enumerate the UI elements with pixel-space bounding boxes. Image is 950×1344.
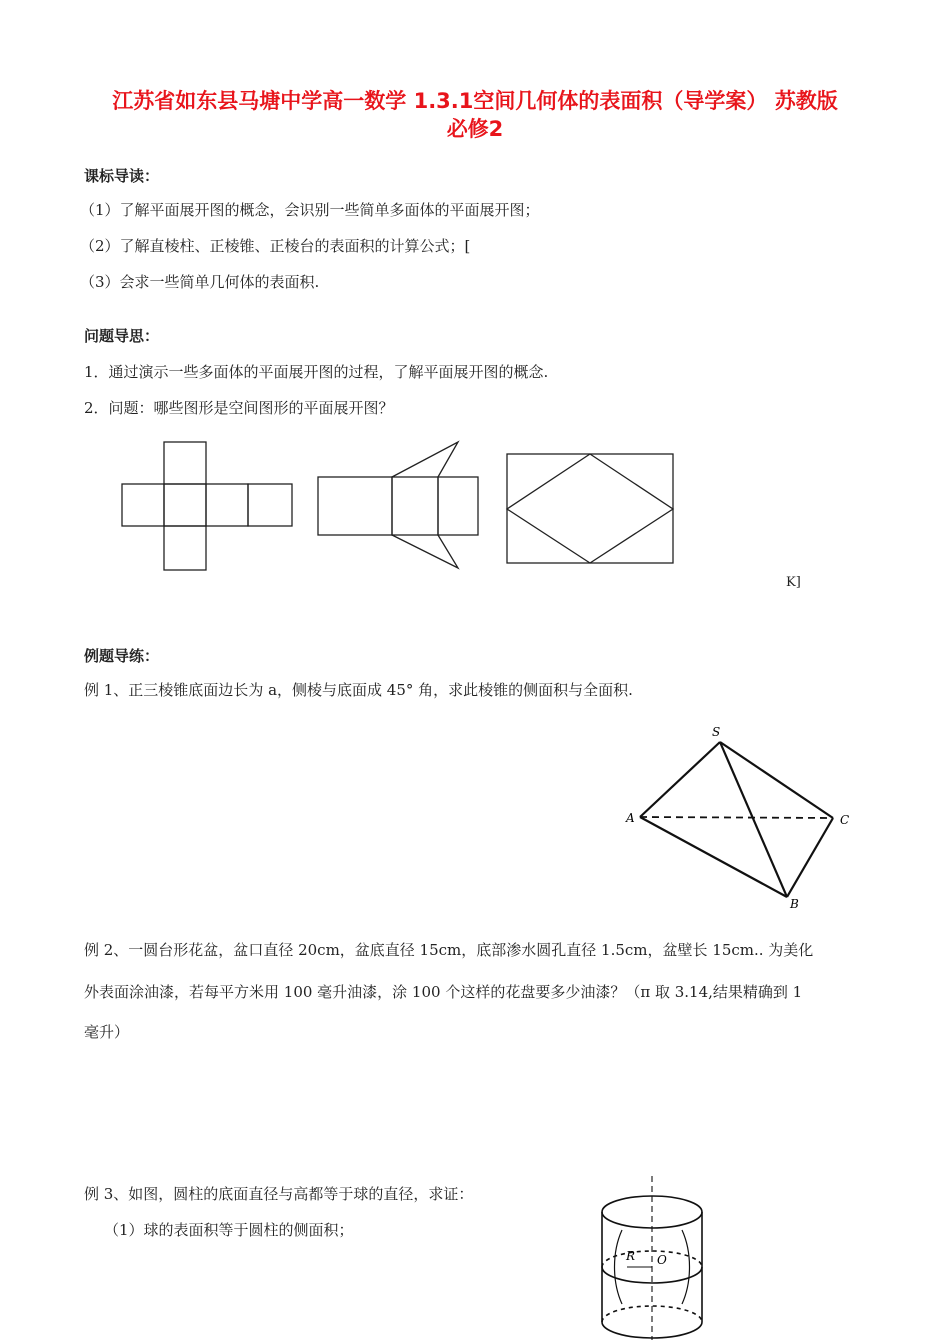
pyramid-label-c: C: [840, 813, 850, 827]
example-2-line-2: 外表面涂油漆，若每平方米用 100 毫升油漆，涂 100 个这样的花盘要多少油漆？（π 取 3.14,结果精确到 1: [84, 983, 803, 1001]
title-line-1: 江苏省如东县马塘中学高一数学 1.3.1空间几何体的表面积（导学案） 苏教版: [112, 89, 838, 113]
example-1-text: 例 1、正三棱锥底面边长为 a，侧棱与底面成 45° 角，求此棱锥的侧面积与全面积.: [84, 681, 633, 699]
section-heading-standards: 课标导读：: [84, 167, 160, 185]
standard-item-2: （2）了解直棱柱、正棱锥、正棱台的表面积的计算公式；[: [80, 237, 471, 255]
pyramid-label-b: B: [790, 897, 799, 911]
section-heading-questions: 问题导思：: [84, 327, 160, 345]
pyramid-label-a: A: [626, 811, 635, 825]
cylinder-sphere-figure: [592, 1172, 717, 1344]
question-item-1: 1．通过演示一些多面体的平面展开图的过程，了解平面展开图的概念.: [84, 363, 549, 381]
standard-item-1: （1）了解平面展开图的概念，会识别一些简单多面体的平面展开图；: [80, 201, 540, 219]
pyramid-figure: [620, 722, 865, 912]
prism-net-figure: [316, 440, 481, 575]
cylinder-label-o: O: [657, 1253, 667, 1267]
section-heading-examples: 例题导练：: [84, 647, 160, 665]
example-3-text: 例 3、如图，圆柱的底面直径与高都等于球的直径，求证：: [84, 1185, 474, 1203]
title-line-2: 必修2: [446, 117, 504, 141]
standard-item-3: （3）会求一些简单几何体的表面积.: [80, 273, 320, 291]
cylinder-label-r: R: [626, 1249, 636, 1263]
cube-net-figure: [120, 440, 295, 575]
rectangle-rhombus-figure: [505, 452, 677, 567]
example-2-line-1: 例 2、一圆台形花盆，盆口直径 20cm，盆底直径 15cm，底部渗水圆孔直径 1.5cm，盆壁长 15cm.. 为美化: [84, 941, 814, 959]
question-item-2: 2．问题：哪些图形是空间图形的平面展开图？: [84, 399, 394, 417]
example-2-line-3: 毫升）: [84, 1023, 130, 1041]
example-3-item-1: （1）球的表面积等于圆柱的侧面积；: [104, 1221, 354, 1239]
stray-mark: K]: [786, 575, 801, 590]
pyramid-label-s: S: [712, 725, 721, 739]
